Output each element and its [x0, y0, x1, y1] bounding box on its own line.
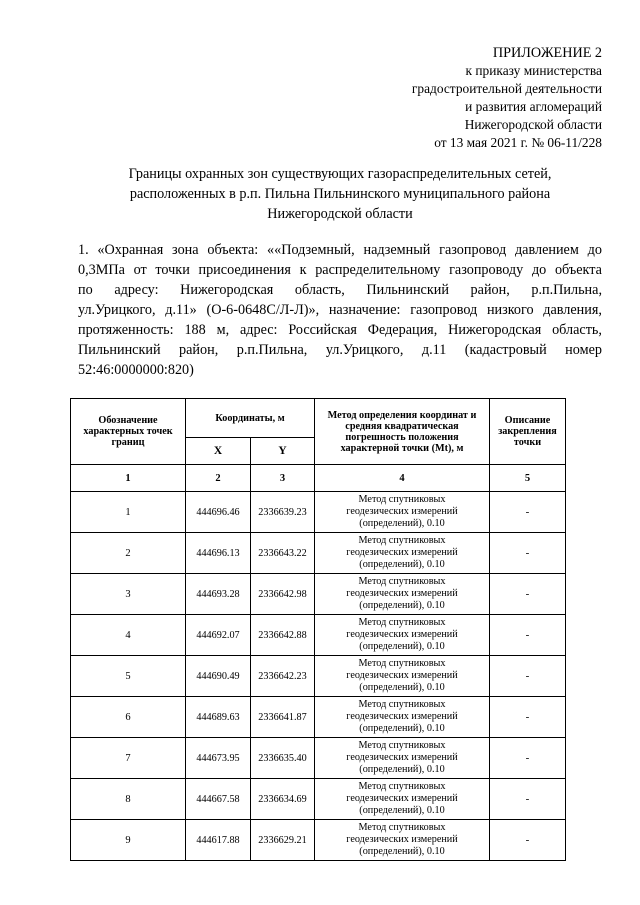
paragraph-word: 0,3МПа — [78, 262, 125, 278]
method-line: геодезических измерений — [346, 588, 458, 599]
paragraph-line — [78, 240, 602, 260]
x-coordinate-cell: 444690.49 — [186, 656, 251, 697]
paragraph-word: Пильнинский — [78, 342, 161, 358]
method-cell — [315, 615, 490, 656]
table-row — [71, 738, 566, 779]
method-line: Метод спутниковых — [358, 781, 446, 792]
method-cell — [315, 738, 490, 779]
method-line: геодезических измерений — [346, 711, 458, 722]
document-title — [70, 164, 610, 224]
paragraph-word: ул.Урицкого, — [325, 342, 404, 358]
paragraph-word: давлением — [514, 242, 579, 258]
column-number: 1 — [71, 465, 186, 492]
y-coordinate-cell: 2336634.69 — [251, 779, 315, 820]
table-row — [71, 574, 566, 615]
paragraph-word: Российская — [288, 322, 357, 338]
method-cell — [315, 820, 490, 861]
paragraph-word: до — [587, 242, 602, 258]
y-coordinate-cell: 2336642.88 — [251, 615, 315, 656]
paragraph-word: район, — [470, 282, 510, 298]
paragraph-word: ««Подземный, — [267, 242, 355, 258]
table-row — [71, 697, 566, 738]
column-number: 3 — [251, 465, 315, 492]
point-cell: 7 — [71, 738, 186, 779]
point-cell: 5 — [71, 656, 186, 697]
y-coordinate-cell: 2336643.22 — [251, 533, 315, 574]
paragraph-word: Федерация, — [367, 322, 438, 338]
description-cell: - — [490, 820, 566, 861]
paragraph-line — [78, 300, 602, 320]
title-line: Границы охранных зон существующих газораспределительных сетей, — [128, 166, 552, 182]
method-line: геодезических измерений — [346, 629, 458, 640]
description-cell: - — [490, 492, 566, 533]
point-cell: 9 — [71, 820, 186, 861]
appendix-line: Нижегородской области — [464, 117, 602, 132]
method-line: Метод спутниковых — [358, 699, 446, 710]
paragraph-word: адресу: — [114, 282, 159, 298]
method-line: (определений), 0.10 — [359, 518, 445, 529]
description-cell: - — [490, 533, 566, 574]
appendix-line: и развития агломераций — [465, 99, 602, 114]
paragraph-word: надземный — [363, 242, 431, 258]
paragraph-word: протяженность: — [78, 322, 174, 338]
paragraph-word: газопровод — [410, 302, 478, 318]
paragraph-word: назначение: — [328, 302, 401, 318]
paragraph-word: район, — [179, 342, 219, 358]
method-line: Метод спутниковых — [358, 740, 446, 751]
appendix-title: ПРИЛОЖЕНИЕ 2 — [492, 45, 602, 61]
column-number: 5 — [490, 465, 566, 492]
paragraph-word: р.п.Пильна, — [236, 342, 308, 358]
paragraph-line — [78, 320, 602, 340]
paragraph-word: ул.Урицкого, — [78, 302, 156, 318]
paragraph-line — [78, 340, 602, 360]
description-cell: - — [490, 574, 566, 615]
method-line: Метод спутниковых — [358, 535, 446, 546]
method-line: геодезических измерений — [346, 506, 458, 517]
appendix-header — [412, 44, 602, 152]
description-cell: - — [490, 738, 566, 779]
method-line: (определений), 0.10 — [359, 641, 445, 652]
column-number: 2 — [186, 465, 251, 492]
point-cell: 4 — [71, 615, 186, 656]
paragraph-word: зона — [172, 242, 199, 258]
paragraph-word: объекта — [554, 262, 602, 278]
paragraph-word: объекта: — [207, 242, 259, 258]
y-coordinate-cell: 2336629.21 — [251, 820, 315, 861]
point-cell: 6 — [71, 697, 186, 738]
protection-zone-description — [78, 240, 602, 380]
paragraph-word: м, — [216, 322, 230, 338]
description-cell: - — [490, 656, 566, 697]
y-coordinate-cell: 2336639.23 — [251, 492, 315, 533]
paragraph-word: область, — [294, 282, 345, 298]
paragraph-word: номер — [565, 342, 602, 358]
method-line: (определений), 0.10 — [359, 559, 445, 570]
paragraph-word: д.11» — [165, 302, 197, 318]
header-coords: Координаты, м — [186, 399, 315, 438]
description-cell: - — [490, 697, 566, 738]
paragraph-word: Нижегородская — [180, 282, 274, 298]
paragraph-word: Пильнинский — [366, 282, 449, 298]
y-coordinate-cell: 2336641.87 — [251, 697, 315, 738]
paragraph-word: 188 — [184, 322, 206, 338]
table-row — [71, 615, 566, 656]
x-coordinate-cell: 444667.58 — [186, 779, 251, 820]
method-cell — [315, 656, 490, 697]
paragraph-word: (кадастровый — [464, 342, 547, 358]
x-coordinate-cell: 444696.13 — [186, 533, 251, 574]
description-cell: - — [490, 615, 566, 656]
paragraph-word: д.11 — [421, 342, 447, 358]
header-x: X — [186, 438, 251, 465]
method-cell — [315, 697, 490, 738]
y-coordinate-cell: 2336635.40 — [251, 738, 315, 779]
y-coordinate-cell: 2336642.98 — [251, 574, 315, 615]
paragraph-word: по — [78, 282, 93, 298]
method-line: геодезических измерений — [346, 834, 458, 845]
table-row — [71, 779, 566, 820]
header-point: Обозначение характерных точек границ — [71, 399, 186, 465]
method-cell — [315, 492, 490, 533]
paragraph-word: 52:46:0000000:820) — [78, 362, 194, 378]
paragraph-word: от — [133, 262, 147, 278]
x-coordinate-cell: 444673.95 — [186, 738, 251, 779]
table-row — [71, 820, 566, 861]
x-coordinate-cell: 444692.07 — [186, 615, 251, 656]
method-line: (определений), 0.10 — [359, 764, 445, 775]
paragraph-line — [78, 260, 602, 280]
coordinates-table — [70, 398, 566, 861]
method-line: (определений), 0.10 — [359, 682, 445, 693]
method-line: (определений), 0.10 — [359, 805, 445, 816]
table-row — [71, 533, 566, 574]
paragraph-word: присоединения — [198, 262, 291, 278]
paragraph-word: Нижегородская — [448, 322, 542, 338]
method-line: геодезических измерений — [346, 752, 458, 763]
paragraph-word: распределительному — [315, 262, 441, 278]
paragraph-word: точки — [155, 262, 190, 278]
appendix-line: градостроительной деятельности — [411, 81, 602, 96]
method-line: Метод спутниковых — [358, 576, 446, 587]
method-line: (определений), 0.10 — [359, 846, 445, 857]
title-line: Нижегородской области — [267, 206, 413, 222]
column-numbers-row — [71, 465, 566, 492]
paragraph-word: до — [531, 262, 547, 278]
table-row — [71, 492, 566, 533]
method-line: (определений), 0.10 — [359, 723, 445, 734]
x-coordinate-cell: 444689.63 — [186, 697, 251, 738]
paragraph-word: к — [299, 262, 307, 278]
point-cell: 8 — [71, 779, 186, 820]
point-cell: 1 — [71, 492, 186, 533]
paragraph-word: газопровод — [439, 242, 507, 258]
method-cell — [315, 779, 490, 820]
paragraph-line — [78, 280, 602, 300]
method-cell — [315, 574, 490, 615]
title-line: расположенных в р.п. Пильна Пильнинского муниципального района — [129, 186, 551, 202]
header-description: Описание закрепления точки — [490, 399, 566, 465]
header-y: Y — [251, 438, 315, 465]
x-coordinate-cell: 444696.46 — [186, 492, 251, 533]
method-line: (определений), 0.10 — [359, 600, 445, 611]
method-line: геодезических измерений — [346, 670, 458, 681]
description-cell: - — [490, 779, 566, 820]
paragraph-word: газопроводу — [449, 262, 524, 278]
method-line: геодезических измерений — [346, 793, 458, 804]
point-cell: 3 — [71, 574, 186, 615]
point-cell: 2 — [71, 533, 186, 574]
header-method: Метод определения координат и средняя квадратическая погрешность положения характерной точки (Mt), м — [315, 399, 490, 465]
appendix-order-date: от 13 мая 2021 г. № 06-11/228 — [434, 135, 602, 150]
y-coordinate-cell: 2336642.23 — [251, 656, 315, 697]
paragraph-word: давления, — [543, 302, 602, 318]
method-line: Метод спутниковых — [358, 617, 446, 628]
x-coordinate-cell: 444617.88 — [186, 820, 251, 861]
paragraph-word: 1. — [78, 242, 89, 258]
method-line: геодезических измерений — [346, 547, 458, 558]
method-cell — [315, 533, 490, 574]
paragraph-word: (О-6-0648С/Л-Л)», — [206, 302, 320, 318]
paragraph-word: область, — [552, 322, 602, 338]
paragraph-word: «Охранная — [97, 242, 164, 258]
table-row — [71, 656, 566, 697]
method-line: Метод спутниковых — [358, 658, 446, 669]
method-line: Метод спутниковых — [358, 822, 446, 833]
paragraph-line — [78, 360, 602, 380]
column-number: 4 — [315, 465, 490, 492]
paragraph-word: низкого — [486, 302, 534, 318]
method-line: Метод спутниковых — [358, 494, 446, 505]
appendix-line: к приказу министерства — [465, 63, 602, 78]
paragraph-word: адрес: — [239, 322, 278, 338]
x-coordinate-cell: 444693.28 — [186, 574, 251, 615]
paragraph-word: р.п.Пильна, — [531, 282, 602, 298]
